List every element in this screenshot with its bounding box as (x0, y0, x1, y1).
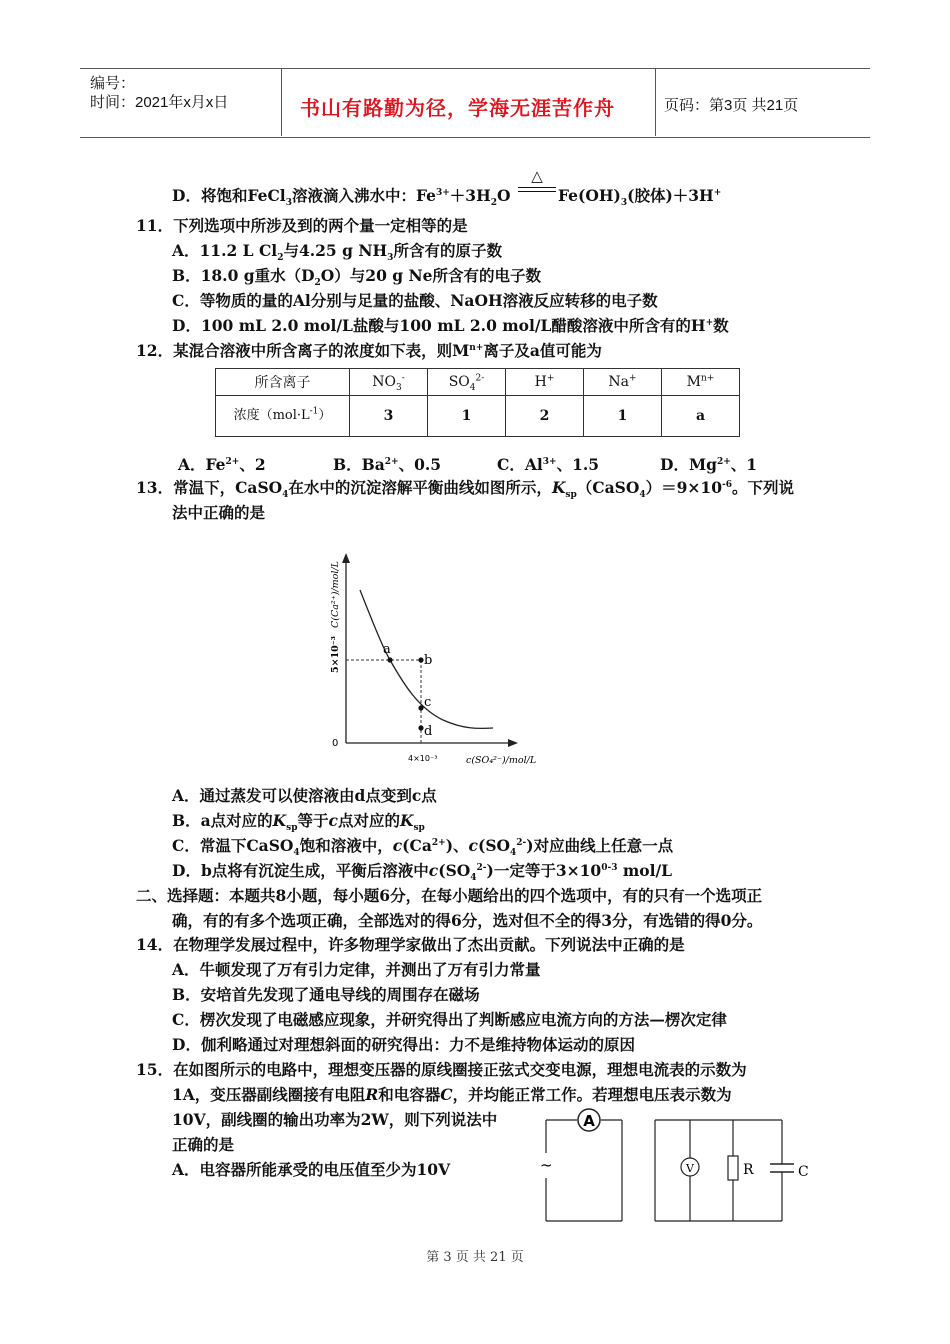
y-tick-label: 5×10⁻³ (330, 636, 341, 673)
q11-option-c: C．等物质的量的Al分别与足量的盐酸、NaOH溶液反应转移的电子数 (172, 291, 658, 310)
q15-stem-line3: 10V，副线圈的输出功率为2W，则下列说法中 (172, 1110, 498, 1129)
heat-symbol: △ (531, 167, 543, 185)
q14-option-a: A．牛顿发现了万有引力定律，并测出了万有引力常量 (172, 960, 541, 979)
table-cell: 1 (428, 396, 506, 437)
q13-stem: 13．常温下，CaSO$_4$在水中的沉淀溶解平衡曲线如图所示，$K_{sp}(CaSO_4)=9\times 10^{-6}$。下列说 (136, 478, 794, 501)
q11-option-b: B．18.0 g重水$(D_2O)$与20 g Ne所含有的电子数 (172, 266, 542, 289)
q15-option-a: A．电容器所能承受的电压值至少为10V (172, 1160, 451, 1179)
table-row (216, 369, 740, 396)
q12-option-c: C．$Al^{3+}$、1.5 (497, 455, 600, 474)
table-cell: Na+ (584, 369, 662, 396)
q14-option-c: C．楞次发现了电磁感应现象，并研究得出了判断感应电流方向的方法—楞次定律 (172, 1010, 727, 1029)
header-page-info: 页码：第3页 共21页 (664, 97, 799, 114)
point-d (418, 725, 423, 730)
table-cell: a (662, 396, 740, 437)
table-cell: 所含离子 (216, 369, 350, 396)
q13-option-b: B．a点对应的$K_{sp}$等于c点对应的$K_{sp}$ (172, 811, 425, 834)
q12-option-b: B．$Ba^{2+}$、0.5 (333, 455, 442, 474)
q14-option-b: B．安培首先发现了通电导线的周围存在磁场 (172, 985, 480, 1004)
point-b-label: b (424, 653, 433, 668)
table-cell: $NO_3^-$ (350, 369, 428, 396)
equals-line (518, 187, 556, 188)
circuit-diagram (530, 1108, 820, 1226)
point-c (418, 705, 423, 710)
q11-option-a: A．11.2 L $Cl_2$与4.25 g $NH_3$所含有的原子数 (172, 241, 502, 264)
capacitor-label: C (798, 1164, 809, 1180)
point-c-label: c (424, 695, 432, 710)
origin-label: 0 (332, 738, 339, 749)
y-axis-label: C(Ca²⁺)/mol/L (330, 561, 341, 628)
q13-option-a: A．通过蒸发可以使溶液由d点变到c点 (172, 786, 437, 805)
q15-stem-line4: 正确的是 (172, 1135, 235, 1154)
resistor-label: R (743, 1162, 754, 1178)
ac-source-icon: ~ (540, 1156, 553, 1174)
q12-option-d: D．$Mg^{2+}$、1 (660, 455, 758, 474)
q14-stem: 14．在物理学发展过程中，许多物理学家做出了杰出贡献。下列说法中正确的是 (136, 935, 685, 954)
q15-stem-line2: 1A，变压器副线圈接有电阻R和电容器C，并均能正常工作。若理想电压表示数为 (172, 1085, 732, 1104)
equals-line (518, 191, 556, 192)
section2-heading-line2: 确，有的有多个选项正确，全部选对的得6分，选对但不全的得3分，有选错的得0分。 (172, 911, 763, 930)
x-axis-label: c(SO₄²⁻)/mol/L (466, 755, 537, 766)
section2-heading: 二、选择题：本题共8小题，每小题6分，在每小题给出的四个选项中，有的只有一个选项正 (136, 886, 763, 905)
q12-option-a: A．$Fe^{2+}$、2 (178, 455, 266, 474)
q15-stem: 15．在如图所示的电路中，理想变压器的原线圈接正弦式交变电源，理想电流表的示数为 (136, 1060, 747, 1079)
q11-stem: 11．下列选项中所涉及到的两个量一定相等的是 (136, 216, 468, 235)
resistor (728, 1156, 738, 1180)
table-cell: 2 (506, 396, 584, 437)
header-divider (281, 68, 282, 136)
q11-option-d: D．100 mL 2.0 mol/L盐酸与100 mL 2.0 mol/L醋酸溶液中所含有的H+数 (172, 316, 729, 335)
table-cell: $M^{n+}$ (662, 369, 740, 396)
solubility-graph (318, 548, 548, 773)
q12-stem: 12．某混合溶液中所含离子的浓度如下表，则$M^{n+}$离子及a值可能为 (136, 341, 602, 360)
ammeter-label: A (583, 1112, 595, 1130)
header-divider (655, 68, 656, 136)
table-cell: 3 (350, 396, 428, 437)
table-row (216, 396, 740, 437)
table-cell: 浓度$(mol\cdot L^{-1})$ (216, 396, 350, 437)
table-cell: H+ (506, 369, 584, 396)
point-d-label: d (424, 724, 433, 739)
point-b (418, 657, 423, 662)
header-time: 时间：2021年x月x日 (90, 94, 229, 111)
q13-option-c: C．常温下CaSO$_4$饱和溶液中，$c(Ca^{2+})$、$c(SO_4^{2-})$对应曲线上任意一点 (172, 836, 674, 859)
table-cell: 1 (584, 396, 662, 437)
header-motto: 书山有路勤为径，学海无涯苦作舟 (300, 96, 615, 120)
point-a (387, 657, 392, 662)
header-number: 编号： (90, 75, 136, 92)
page-footer: 第 3 页 共 21 页 (426, 1250, 524, 1265)
q13-stem-line2: 法中正确的是 (172, 503, 266, 522)
point-a-label: a (383, 642, 391, 657)
y-axis-arrow (342, 553, 350, 563)
x-tick-label: 4×10⁻³ (408, 754, 438, 763)
ion-table (215, 368, 740, 437)
q10-option-d: D．将饱和FeCl$_3$溶液滴入沸水中：$Fe^{3+}+3H_2O$ (172, 186, 511, 209)
x-axis-arrow (508, 739, 518, 747)
q13-option-d: D．b点将有沉淀生成，平衡后溶液中$c(SO_4^{2-})$一定等于$3\times 10^{0-3}$ mol/L (172, 861, 673, 884)
q14-option-d: D．伽利略通过对理想斜面的研究得出：力不是维持物体运动的原因 (172, 1035, 635, 1054)
voltmeter-label: V (686, 1162, 694, 1175)
table-cell: $SO_4^{2-}$ (428, 369, 506, 396)
q10-option-d-product: $Fe(OH)_3$(胶体)＋3H+ (558, 186, 722, 209)
